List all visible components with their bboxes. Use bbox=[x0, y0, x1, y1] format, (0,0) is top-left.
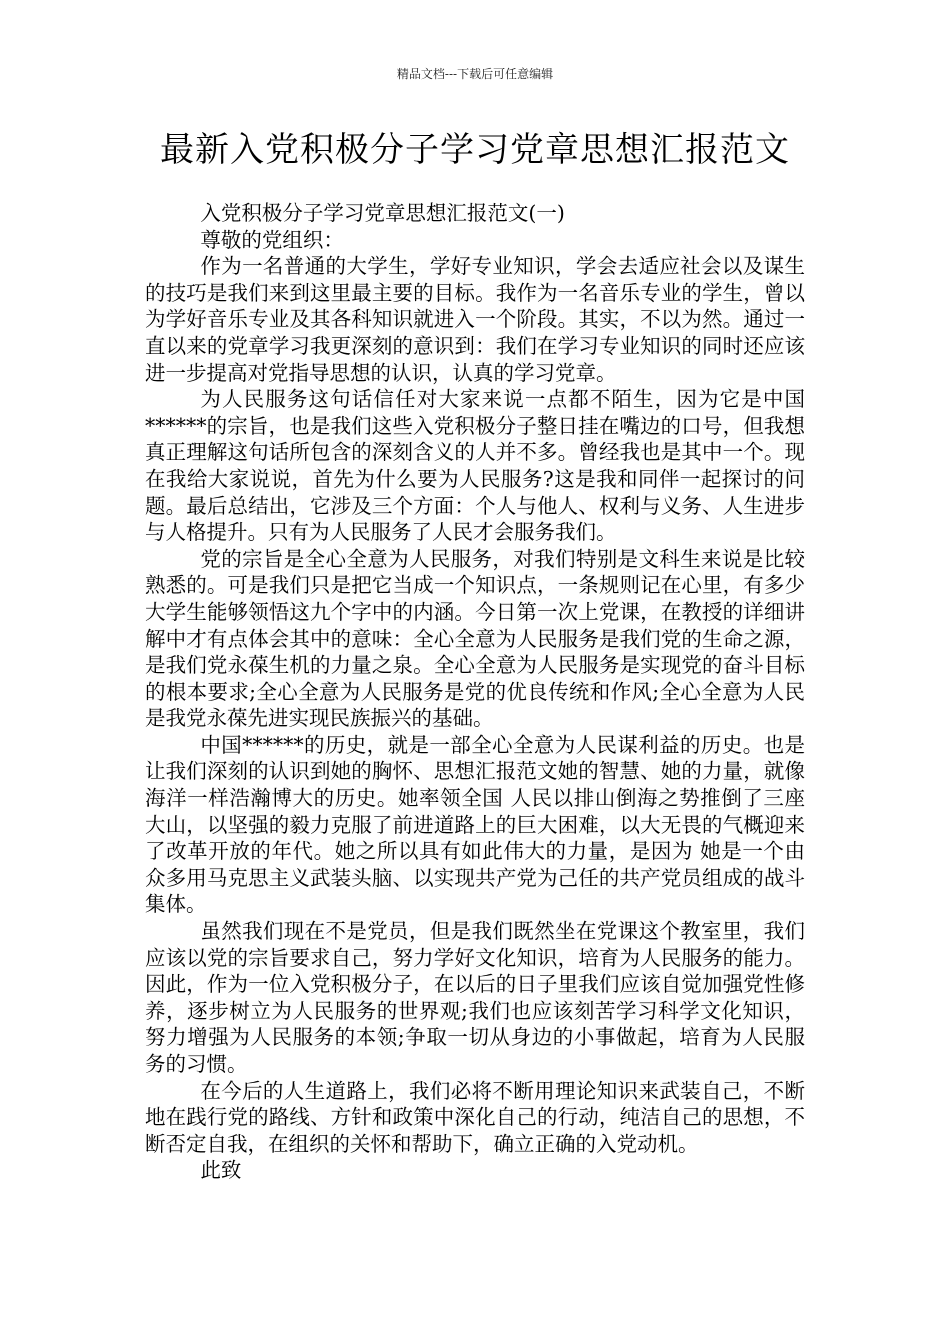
subtitle-paragraph: 入党积极分子学习党章思想汇报范文(一) bbox=[200, 201, 565, 225]
document-body bbox=[145, 200, 805, 1184]
body-paragraph: 虽然我们现在不是党员，但是我们既然坐在党课这个教室里，我们应该以党的宗旨要求自己，努力学好文化知识，培育为人民服务的能力。因此，作为一位入党积极分子，在以后的日子里我们应该自觉加强党性修养，逐步树立为人民服务的世界观;我们也应该刻苦学习科学文化知识，努力增强为人民服务的本领;争取一切从身边的小事做起，培育为人民服务的习惯。 bbox=[145, 919, 805, 1076]
body-paragraph: 党的宗旨是全心全意为人民服务，对我们特别是文科生来说是比较熟悉的。可是我们只是把它当成一个知识点，一条规则记在心里，有多少大学生能够领悟这九个字中的内涵。今日第一次上党课，在教授的详细讲解中才有点体会其中的意味：全心全意为人民服务是我们党的生命之源，是我们党永葆生机的力量之泉。全心全意为人民服务是实现党的奋斗目标的根本要求;全心全意为人民服务是党的优良传统和作风;全心全意为人民是我党永葆先进实现民族振兴的基础。 bbox=[145, 546, 805, 731]
body-paragraph: 作为一名普通的大学生，学好专业知识，学会去适应社会以及谋生的技巧是我们来到这里最主要的目标。我作为一名音乐专业的学生，曾以为学好音乐专业及其各科知识就进入一个阶段。其实，不以为然。通过一直以来的党章学习我更深刻的意识到：我们在学习专业知识的同时还应该进一步提高对党指导思想的认识，认真的学习党章。 bbox=[145, 254, 805, 385]
body-paragraph: 为人民服务这句话信任对大家来说一点都不陌生，因为它是中国******的宗旨，也是我们这些入党积极分子整日挂在嘴边的口号，但我想真正理解这句话所包含的深刻含义的人并不多。曾经我也是其中一个。现在我给大家说说，首先为什么要为人民服务?这是我和同伴一起探讨的问题。最后总结出，它涉及三个方面：个人与他人、权利与义务、人生进步与人格提升。只有为人民服务了人民才会服务我们。 bbox=[145, 387, 805, 545]
body-paragraph: 中国******的历史，就是一部全心全意为人民谋利益的历史。也是让我们深刻的认识到她的胸怀、思想汇报范文她的智慧、她的力量，就像海洋一样浩瀚博大的历史。她率领全国 人民以排山倒海之势推倒了三座大山，以坚强的毅力克服了前进道路上的巨大困难，以大无畏的气概迎来了改革开放的年代。她之所以具有如此伟大的力量，是因为 她是一个由众多用马克思主义武装头脑、以实现共产党为己任的共产党员组成的战斗集体。 bbox=[145, 732, 805, 917]
page-header-note: 精品文档---下载后可任意编辑 bbox=[396, 67, 554, 81]
document-title: 最新入党积极分子学习党章思想汇报范文 bbox=[160, 130, 790, 170]
body-paragraph: 在今后的人生道路上，我们必将不断用理论知识来武装自己，不断地在践行党的路线、方针和政策中深化自己的行动，纯洁自己的思想，不断否定自我，在组织的关怀和帮助下，确立正确的入党动机。 bbox=[145, 1078, 805, 1156]
salutation-paragraph: 尊敬的党组织： bbox=[200, 227, 344, 252]
closing-paragraph: 此致 bbox=[200, 1158, 242, 1183]
